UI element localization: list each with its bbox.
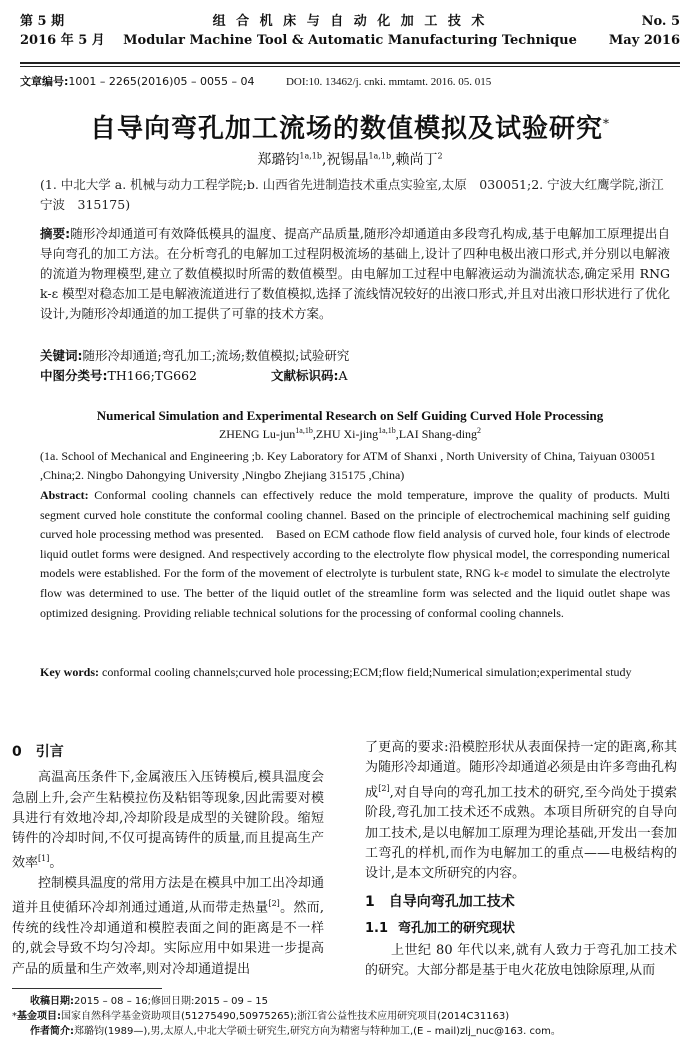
citation: [1] [38,854,50,864]
section-number: 1 [365,894,375,911]
clc-code: TH166;TG662 [107,368,197,383]
abstract-cn [40,224,670,324]
author-sep: , [312,427,316,441]
author-sep: , [322,152,327,168]
footnote-rule [12,988,162,989]
keywords-en-text: conformal cooling channels;curved hole processing;ECM;flow field;Numerical simulation;experimental study [99,665,632,679]
doc-code-label: 文献标识码: [270,368,339,383]
header-right [609,12,680,50]
journal-title-cn: 组 合 机 床 与 自 动 化 加 工 技 术 [212,14,488,29]
author-sep: , [391,152,396,168]
author-aff: 2 [437,151,443,161]
article-meta [20,73,491,89]
keywords-cn [40,346,670,366]
author-aff: 1a,1b [295,426,313,435]
footnote-label: 基金项目: [17,1011,61,1022]
footnote-text: 国家自然科学基金资助项目(51275490,50975265);浙江省公益性技术应用研究项目(2014C31163) [61,1011,510,1022]
doc-code: A [338,368,348,383]
body-column-left [12,738,324,980]
body-column-right [365,738,677,982]
header-rule-thin [20,66,680,67]
date-cn: 2016 年 5 月 [20,33,105,48]
issue-cn: 第 5 期 [20,14,65,29]
author-aff: 1a,1b [299,151,322,161]
classification [40,366,670,386]
abstract-en [40,486,670,623]
authors-cn [20,149,680,169]
title-text: 自导向弯孔加工流场的数值模拟及试验研究 [89,114,603,144]
affiliation-cn: (1. 中北大学 a. 机械与动力工程学院;b. 山西省先进制造技术重点实验室,太原 030051;2. 宁波大红鹰学院,浙江 宁波 315175) [40,177,664,212]
doi: DOI:10. 13462/j. cnki. mmtamt. 2016. 05. 015 [285,76,492,88]
author-aff: 2 [477,426,482,435]
footnote-text: 2015 – 08 – 16;修回日期:2015 – 09 – 15 [74,996,268,1007]
keywords-en [40,663,670,682]
paragraph-text: 。 [49,855,63,871]
footnote-mark: * [12,1011,17,1022]
paragraph-text: 。然而,传统的线性冷却通道和模腔表面之间的距离是不一样的,就会导致不均匀冷却。实际应用中如果进一步提高产品的质量和生产效率,则对冷却通道提出 [12,900,324,977]
header-rule [20,62,680,64]
author: LAI Shang-ding [398,427,478,441]
citation: [2] [268,899,280,909]
paragraph-text: 了更高的要求:沿模腔形状从表面保持一定的距离,称其为随形冷却通道。随形冷却通道必须是由许多弯曲孔构成 [365,740,678,800]
citation: [2] [378,783,390,793]
footnote-author [12,1024,688,1039]
author: ZHENG Lu-jun [218,427,296,441]
keywords-en-label: Key words: [40,665,99,679]
footnote-label: 作者简介: [30,1026,74,1037]
abstract-cn-label: 摘要: [40,226,71,241]
paragraph-text: ,对自导向的弯孔加工技术的研究,至今尚处于摸索阶段,弯孔加工技术还不成熟。本项目所研究的自导向加工技术,是以电解加工原理为理论基础,开发出一套加工弯孔的样机,而作为电解加工的重点——电极结构的设计,是本文所研究的内容。 [365,784,677,882]
authors-en [20,426,680,442]
subsection-number: 1.1 [365,920,389,936]
footnote-text: 郑璐钧(1989—),男,太原人,中北大学硕士研究生,研究方向为精密与特种加工,(E – mail)zlj_nuc@163. com。 [74,1026,561,1037]
date-en: May 2016 [608,33,680,48]
running-header [20,12,680,50]
paragraph [365,738,677,884]
subsection-title: 弯孔加工的研究现状 [398,920,516,936]
clc-label: 中图分类号: [40,368,108,383]
article-no: 1001 – 2265(2016)05 – 0055 – 04 [68,75,255,88]
paragraph [365,941,677,982]
title-footnote-mark: * [603,116,610,131]
paragraph [12,874,324,980]
section-heading [12,742,324,762]
journal-title-en: Modular Machine Tool & Automatic Manufacturing Technique [123,33,577,48]
issue-en: No. 5 [641,14,680,29]
footnote-received [12,994,688,1009]
subsection-heading [365,919,677,939]
paper-title-en: Numerical Simulation and Experimental Research on Self Guiding Curved Hole Processing [96,408,604,423]
affiliation-en: (1a. School of Mechanical and Engineering ;b. Key Laboratory for ATM of Shanxi , North University of China, Taiyuan 030051 ,China;2. Ningbo Dahongying University ,Ningbo Zhejiang 315175 ,China) [40,449,656,482]
abstract-en-text: Conformal cooling channels can effectively reduce the mold temperature, improve the quality of products. Multi segment curved hole constitute the conformal cooling channel. Based on the principle of electrochemical machining self guiding curved hole processing method was presented. Based on ECM cathode flow field analysis of curved hole, four kinds of electrode liquid outlet forms were designed. And respectively according to the electrolyte flow physical model, the corresponding numerical models were established. For the form of the movement of electrolyte is turbulent state, RNG k-ε model to simulate the electrolyte flow was determined to use. The better of the liquid outlet of the streamline form was selected and the liquid outlet shape was optimized designing. Providing reliable technical solutions for the processing of conformal cooling channels. [40,488,670,620]
abstract-cn-text: 随形冷却通道可有效降低模具的温度、提高产品质量,随形冷却通道由多段弯孔构成,基于电解加工原理提出自导向弯孔的加工方法。在分析弯孔的电解加工过程阴极流场的基础上,设计了四种电极出液口形式,并分别以电解液的流道为物理模型,建立了数值模拟时所需的数值模型。由电解加工过程中电解液运动为湍流状态,确定采用 RNG k-ε 模型对稳态加工是电解液流道进行了数值模拟,选择了流线情况较好的出液口形式,并且对出液口形状进行了优化设计,为随形冷却通道的加工提供了可靠的技术方案。 [40,226,671,321]
article-no-label: 文章编号: [20,75,69,88]
footnote-fund [12,1009,688,1024]
keywords-cn-label: 关键词: [40,348,83,363]
keywords-cn-text: 随形冷却通道;弯孔加工;流场;数值模拟;试验研究 [82,348,350,363]
author-aff: 1a,1b [368,151,392,161]
author: 祝锡晶 [326,152,369,168]
paper-title-cn [20,108,680,145]
paragraph-text: 控制模具温度的常用方法是在模具中加工出冷却通道并且使循环冷却剂通过通道,从而带走热量 [12,876,325,916]
author-sep: , [395,427,399,441]
author: ZHU Xi-jing [315,427,379,441]
author: 赖尚丁 [395,152,438,168]
abstract-en-label: Abstract: [40,488,89,502]
paragraph-text: 上世纪 80 年代以来,就有人致力于弯孔加工技术的研究。大部分都是基于电火花放电蚀除原理,从而 [365,943,677,979]
footnote-label: 收稿日期: [30,996,74,1007]
section-title: 自导向弯孔加工技术 [388,894,515,911]
author-aff: 1a,1b [378,426,396,435]
section-heading [365,892,677,912]
section-title: 引言 [35,744,64,760]
paragraph [12,768,324,874]
section-number: 0 [12,744,22,760]
author: 郑璐钧 [257,152,300,168]
header-center [20,12,680,50]
paragraph-text: 高温高压条件下,金属液压入压铸模后,模具温度会急剧上升,会产生粘模拉伤及粘铝等现象,因此需要对模具进行有效地冷却,冷却阶段是成型的关键阶段。缩短铸件的冷却时间,不仅可提高铸件的质量,而且提高生产效率 [12,770,324,871]
